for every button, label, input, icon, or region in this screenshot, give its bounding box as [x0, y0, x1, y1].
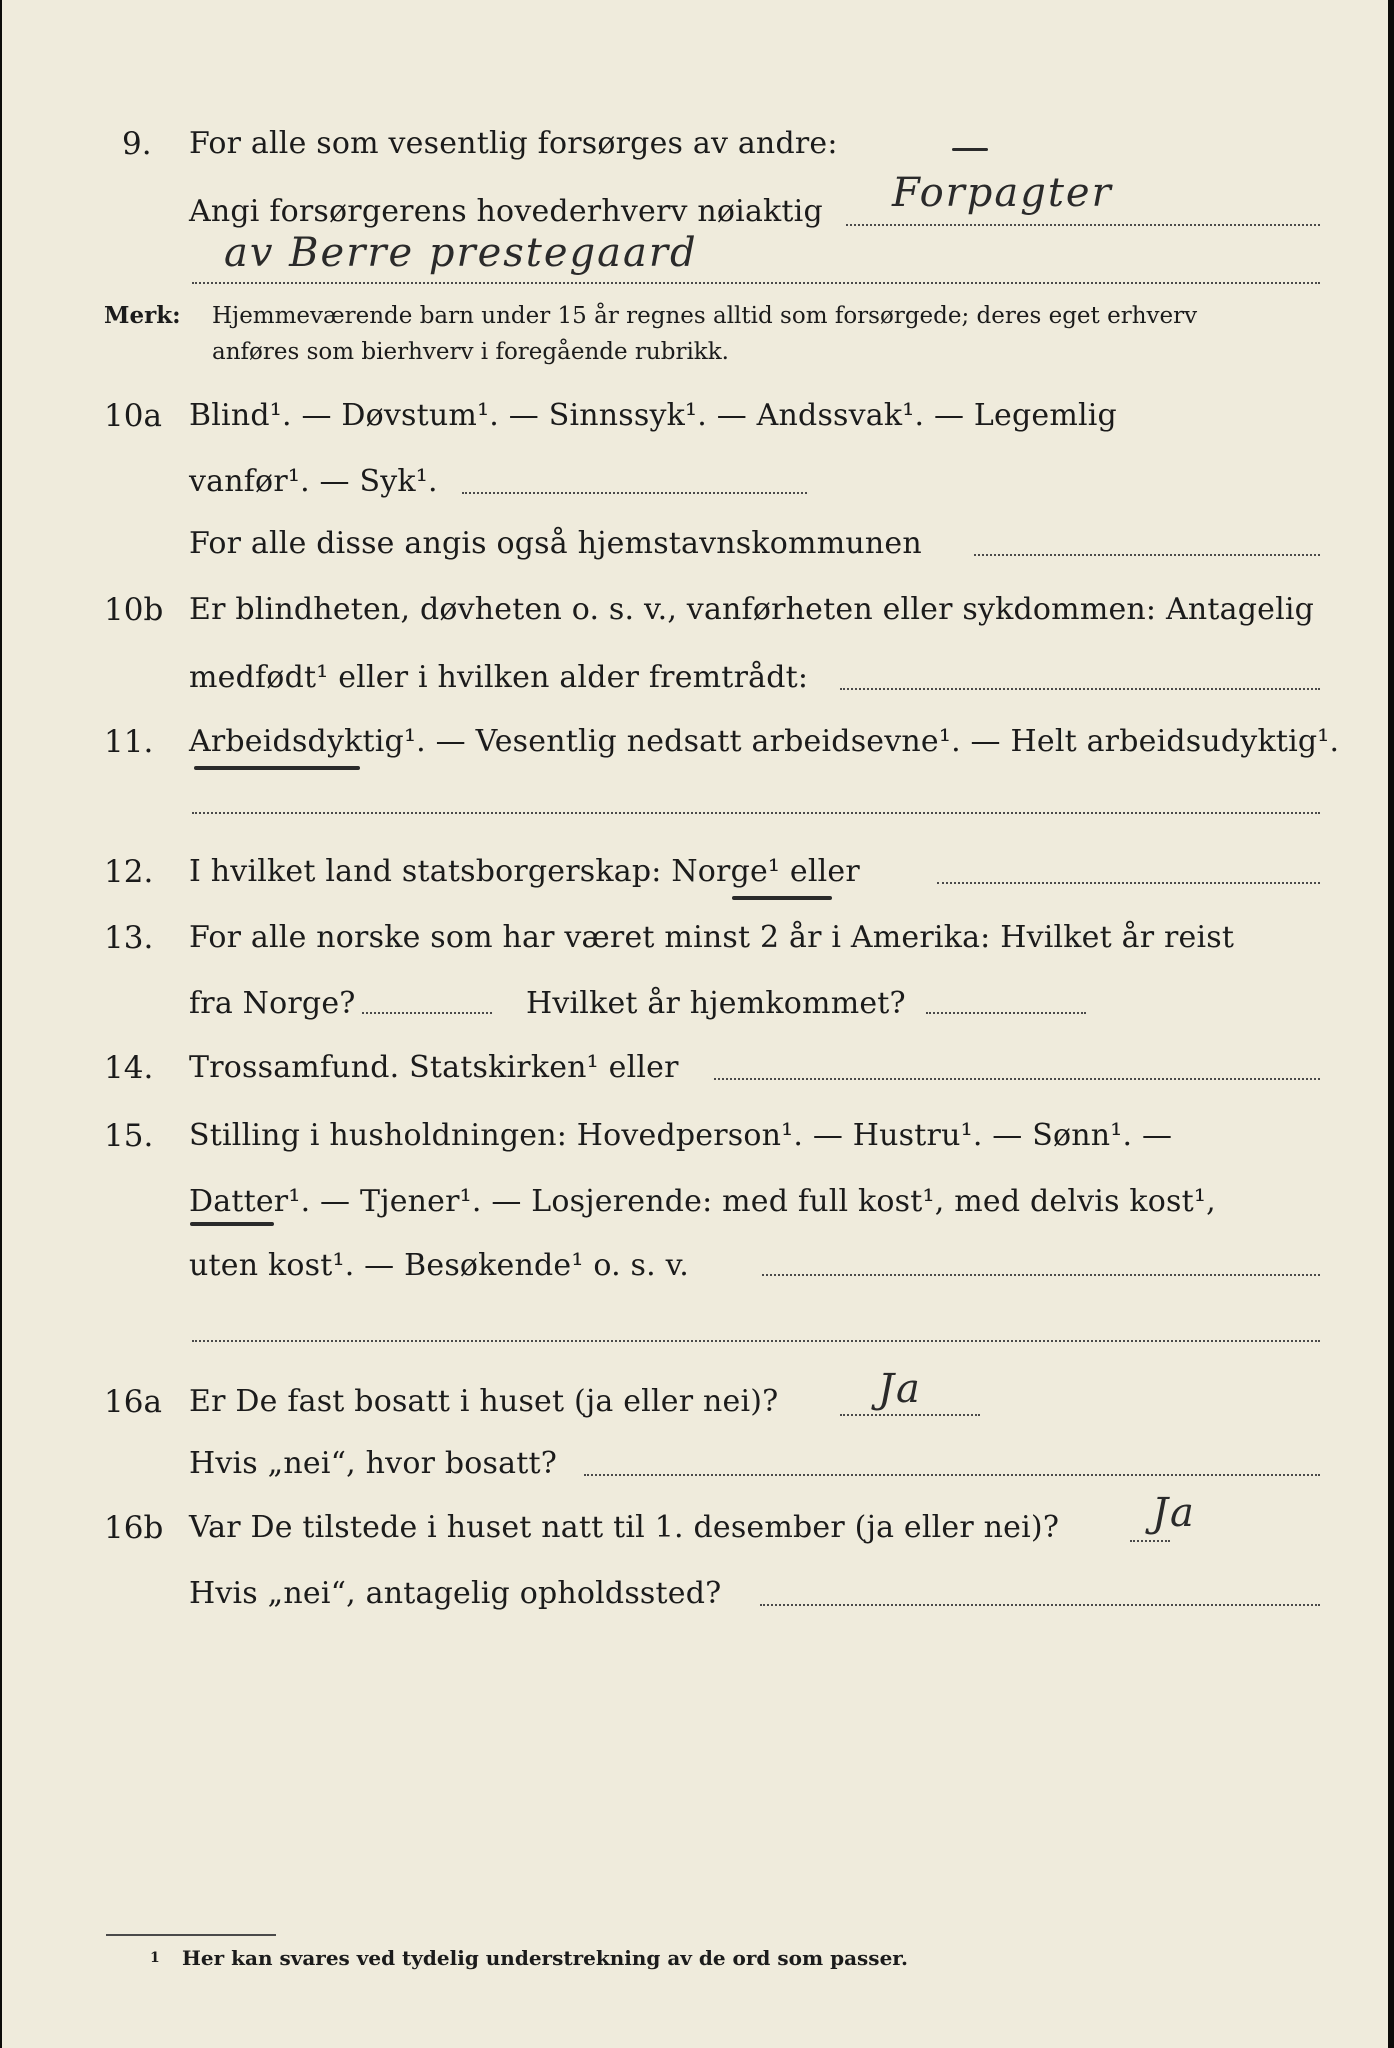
q16b-opholdssted-line [760, 1604, 1320, 1606]
q16b-line2: Hvis „nei“, antagelig opholdssted? [189, 1576, 722, 1611]
q10a-line3: For alle disse angis også hjemstavnskommunen [189, 526, 922, 561]
q10a-number: 10a [104, 398, 162, 434]
q10a-line1: Blind¹. — Døvstum¹. — Sinnssyk¹. — Andssvak¹. — Legemlig [189, 398, 1117, 433]
q9-line1: For alle som vesentlig forsørges av andre: [189, 126, 838, 161]
q16a-bosatt-line [584, 1474, 1320, 1476]
q13-reist-line [362, 1012, 492, 1014]
q11-answer-line [192, 812, 1320, 814]
q15-underline-mark [190, 1222, 274, 1226]
q13-hjemkommet-line [926, 1012, 1086, 1014]
q9-line2: Angi forsørgerens hovederhverv nøiaktig [189, 194, 823, 229]
census-form-page [2, 0, 1388, 2048]
q12-text: I hvilket land statsborgerskap: Norge¹ eller [189, 854, 860, 889]
q16b-handwritten-answer: Ja [1152, 1490, 1196, 1536]
q12-number: 12. [104, 854, 154, 890]
q16b-answer-line [1130, 1540, 1170, 1542]
q9-number: 9. [122, 126, 152, 162]
q10b-number: 10b [104, 592, 164, 628]
q15-line3: uten kost¹. — Besøkende¹ o. s. v. [189, 1248, 689, 1283]
q12-underline-mark [732, 896, 832, 900]
q13-line2a: fra Norge? [189, 986, 356, 1021]
merk-label: Merk: [104, 302, 181, 329]
q9-handwritten-answer1: Forpagter [892, 170, 1113, 216]
q13-number: 13. [104, 920, 154, 956]
q12-answer-line [937, 882, 1320, 884]
q11-number: 11. [104, 724, 154, 760]
q15-answer-line [762, 1274, 1320, 1276]
q14-number: 14. [104, 1050, 154, 1086]
q16a-answer-line [840, 1414, 980, 1416]
q13-line1: For alle norske som har været minst 2 år i Amerika: Hvilket år reist [189, 920, 1235, 955]
q15-extra-line [192, 1340, 1320, 1342]
q16a-line2: Hvis „nei“, hvor bosatt? [189, 1446, 558, 1481]
q9-answer-line1 [846, 224, 1320, 226]
q11-text: Arbeidsdyktig¹. — Vesentlig nedsatt arbeidsevne¹. — Helt arbeidsudyktig¹. [189, 724, 1340, 759]
dash-mark [952, 148, 988, 151]
q10a-kommune-line [974, 554, 1320, 556]
q16a-line1: Er De fast bosatt i huset (ja eller nei)? [189, 1384, 779, 1419]
q10a-line2: vanfør¹. — Syk¹. [189, 464, 438, 499]
q11-underline-mark [194, 766, 360, 770]
merk-line1: Hjemmeværende barn under 15 år regnes alltid som forsørgede; deres eget erhverv [212, 303, 1198, 329]
q10b-line2: medfødt¹ eller i hvilken alder fremtrådt: [189, 660, 809, 695]
q16a-handwritten-answer: Ja [878, 1366, 922, 1412]
q16b-line1: Var De tilstede i huset natt til 1. desember (ja eller nei)? [189, 1510, 1060, 1545]
footnote-rule [106, 1934, 276, 1936]
q15-line1: Stilling i husholdningen: Hovedperson¹. — Hustru¹. — Sønn¹. — [189, 1118, 1173, 1153]
merk-line2: anføres som bierhverv i foregående rubrikk. [212, 339, 729, 365]
q15-line2: Datter¹. — Tjener¹. — Losjerende: med full kost¹, med delvis kost¹, [189, 1184, 1216, 1219]
q16a-number: 16a [104, 1384, 162, 1420]
q10b-answer-line [840, 688, 1320, 690]
q9-handwritten-answer2: av Berre prestegaard [224, 230, 698, 276]
q16b-number: 16b [104, 1510, 164, 1546]
q14-answer-line [714, 1078, 1320, 1080]
footnote-text: Her kan svares ved tydelig understrekning av de ord som passer. [182, 1946, 908, 1970]
q10a-syk-line [462, 492, 807, 494]
q14-text: Trossamfund. Statskirken¹ eller [189, 1050, 679, 1085]
q15-number: 15. [104, 1118, 154, 1154]
q13-line2b: Hvilket år hjemkommet? [526, 986, 906, 1021]
q9-answer-line2 [192, 282, 1320, 284]
footnote-mark: 1 [150, 1950, 160, 1966]
q10b-line1: Er blindheten, døvheten o. s. v., vanførheten eller sykdommen: Antagelig [189, 592, 1315, 627]
